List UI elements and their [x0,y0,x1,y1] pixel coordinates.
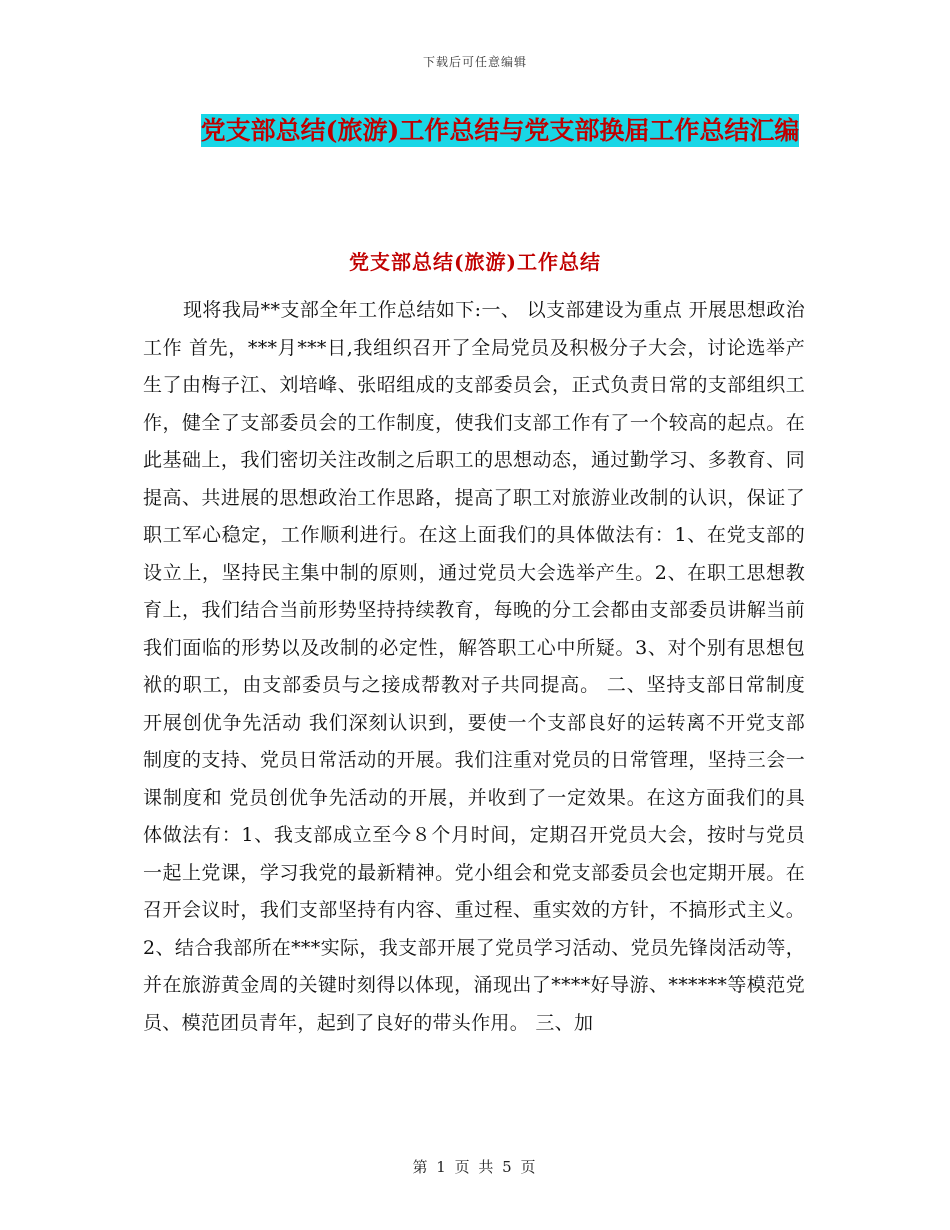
section-title: 党支部总结(旅游)工作总结 [349,250,601,274]
document-title-text: 党支部总结(旅游)工作总结与党支部换届工作总结汇编 [200,116,800,145]
header-note: 下载后可任意编辑 [422,55,527,69]
document-title [190,108,810,153]
page-number-footer: 第 1 页 共 5 页 [412,1158,538,1176]
body-paragraph: 现将我局**支部全年工作总结如下:一、 以支部建设为重点 开展思想政治工作 首先，***月***日,我组织召开了全局党员及积极分子大会，讨论选举产生了由梅子江、刘培峰、张昭组成的支部委员会，正式负责日常的支部组织工作，健全了支部委员会的工作制度，使我们支部工作有了一个较高的起点。在此基础上，我们密切关注改制之后职工的思想动态，通过勤学习、多教育、同提高、共进展的思想政治工作思路，提高了职工对旅游业改制的认识，保证了职工军心稳定，工作顺利进行。在这上面我们的具体做法有：1、在党支部的设立上，坚持民主集中制的原则，通过党员大会选举产生。2、在职工思想教育上，我们结合当前形势坚持持续教育，每晚的分工会都由支部委员讲解当前我们面临的形势以及改制的必定性，解答职工心中所疑。3、对个别有思想包袱的职工，由支部委员与之接成帮教对子共同提高。 二、坚持支部日常制度 开展创优争先活动 我们深刻认识到，要使一个支部良好的运转离不开党支部制度的支持、党员日常活动的开展。我们注重对党员的日常管理，坚持三会一课制度和 党员创优争先活动的开展，并收到了一定效果。在这方面我们的具体做法有：1、我支部成立至今８个月时间，定期召开党员大会，按时与党员一起上党课，学习我党的最新精神。党小组会和党支部委员会也定期开展。在召开会议时，我们支部坚持有内容、重过程、重实效的方针，不搞形式主义。 2、结合我部所在***实际，我支部开展了党员学习活动、党员先锋岗活动等，并在旅游黄金周的关键时刻得以体现，涌现出了****好导游、******等模范党员、模范团员青年，起到了良好的带头作用。 三、加 [143,299,805,1034]
